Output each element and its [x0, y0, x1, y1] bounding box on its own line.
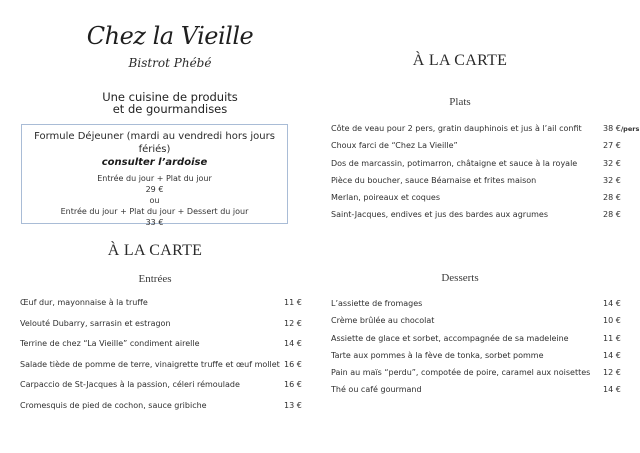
dessert-price: 12 € — [603, 368, 621, 378]
dessert-name: Assiette de glace et sorbet, accompagnée de sa madeleine — [331, 333, 569, 343]
plat-item — [331, 159, 640, 176]
dessert-name: Pain au maïs “perdu”, compotée de poire, caramel aux noisettes — [331, 368, 591, 378]
plat-item — [331, 141, 640, 158]
formula-price-1: 29 € — [145, 185, 164, 194]
entree-item — [20, 339, 310, 360]
entree-name: Œuf dur, mayonnaise à la truffe — [20, 298, 148, 307]
right-section-title: À LA CARTE — [412, 52, 508, 69]
plat-price — [603, 124, 639, 133]
plat-name: Pièce du boucher, sauce Béarnaise et frites maison — [331, 175, 537, 185]
plat-name: Dos de marcassin, potimarron, châtaigne et sauce à la royale — [331, 158, 578, 168]
formula-option-1: Entrée du jour + Plat du jour — [97, 174, 212, 183]
entree-item — [20, 319, 310, 340]
entree-item — [20, 360, 310, 381]
dessert-item — [331, 368, 640, 385]
desserts-heading: Desserts — [441, 272, 479, 284]
dessert-price: 14 € — [603, 350, 621, 360]
dessert-name: Thé ou café gourmand — [331, 385, 422, 395]
dessert-item — [331, 299, 640, 316]
dessert-price: 11 € — [603, 333, 621, 343]
entree-price: 11 € — [284, 298, 302, 307]
dessert-price: 14 € — [603, 385, 621, 395]
entree-price: 13 € — [284, 400, 302, 410]
entree-name: Salade tiède de pomme de terre, vinaigrette truffe et œuf mollet — [20, 359, 280, 369]
dessert-name: Crème brûlée au chocolat — [331, 316, 435, 326]
entree-price: 16 € — [284, 380, 302, 389]
entree-item — [20, 401, 310, 422]
tagline-line-1: Une cuisine de produits — [102, 90, 238, 104]
entree-item — [20, 380, 310, 401]
entree-name: Velouté Dubarry, sarrasin et estragon — [20, 318, 171, 328]
plat-price-value: 38 € — [603, 124, 621, 133]
plat-price: 32 € — [603, 158, 621, 168]
formula-separator: ou — [149, 196, 160, 205]
formula-option-2: Entrée du jour + Plat du jour + Dessert du jour — [60, 207, 249, 216]
entree-price: 12 € — [284, 318, 302, 328]
tagline — [40, 91, 300, 115]
entrees-list — [20, 298, 310, 421]
entree-name: Terrine de chez “La Vieille” condiment airelle — [20, 339, 200, 348]
plat-price: 28 € — [603, 210, 621, 220]
plat-name: Merlan, poireaux et coques — [331, 193, 441, 203]
plat-name: Côte de veau pour 2 pers, gratin dauphinois et jus à l’ail confit — [331, 124, 582, 133]
dessert-item — [331, 316, 640, 333]
plats-list — [331, 124, 640, 228]
plat-item — [331, 193, 640, 210]
lunch-formula-box — [21, 124, 288, 227]
tagline-line-2: et de gourmandises — [112, 102, 228, 116]
left-section-title: À LA CARTE — [107, 242, 203, 259]
plat-name: Choux farci de “Chez La Vieille” — [331, 141, 458, 151]
formula-title: Formule Déjeuner (mardi au vendredi hors jours fériés) — [34, 131, 275, 155]
plats-heading: Plats — [449, 96, 471, 108]
entree-name: Carpaccio de St-Jacques à la passion, céleri rémoulade — [20, 380, 240, 389]
plat-price: 27 € — [603, 141, 621, 151]
entree-item — [20, 298, 310, 319]
plat-item — [331, 176, 640, 193]
restaurant-name: Chez la Vieille — [86, 22, 254, 50]
dessert-price: 14 € — [603, 299, 621, 308]
desserts-list — [331, 299, 640, 403]
dessert-item — [331, 351, 640, 368]
plat-price: 28 € — [603, 193, 621, 203]
dessert-price: 10 € — [603, 316, 621, 326]
entrees-heading: Entrées — [138, 273, 172, 285]
entree-name: Cromesquis de pied de cochon, sauce gribiche — [20, 400, 207, 410]
dessert-name: L’assiette de fromages — [331, 299, 423, 308]
dessert-item — [331, 334, 640, 351]
plat-item — [331, 210, 640, 227]
dessert-item — [331, 385, 640, 402]
plat-price: 32 € — [603, 175, 621, 185]
entree-price: 14 € — [284, 339, 302, 348]
dessert-name: Tarte aux pommes à la fève de tonka, sorbet pomme — [331, 350, 544, 360]
formula-cta: consulter l’ardoise — [101, 157, 208, 168]
restaurant-subtitle: Bistrot Phébé — [128, 56, 212, 70]
entree-price: 16 € — [284, 359, 302, 369]
plat-item — [331, 124, 640, 141]
plat-name: Saint-Jacques, endives et jus des bardes aux agrumes — [331, 210, 549, 220]
plat-price-unit: /pers — [620, 125, 640, 133]
formula-price-2: 33 € — [145, 218, 164, 227]
